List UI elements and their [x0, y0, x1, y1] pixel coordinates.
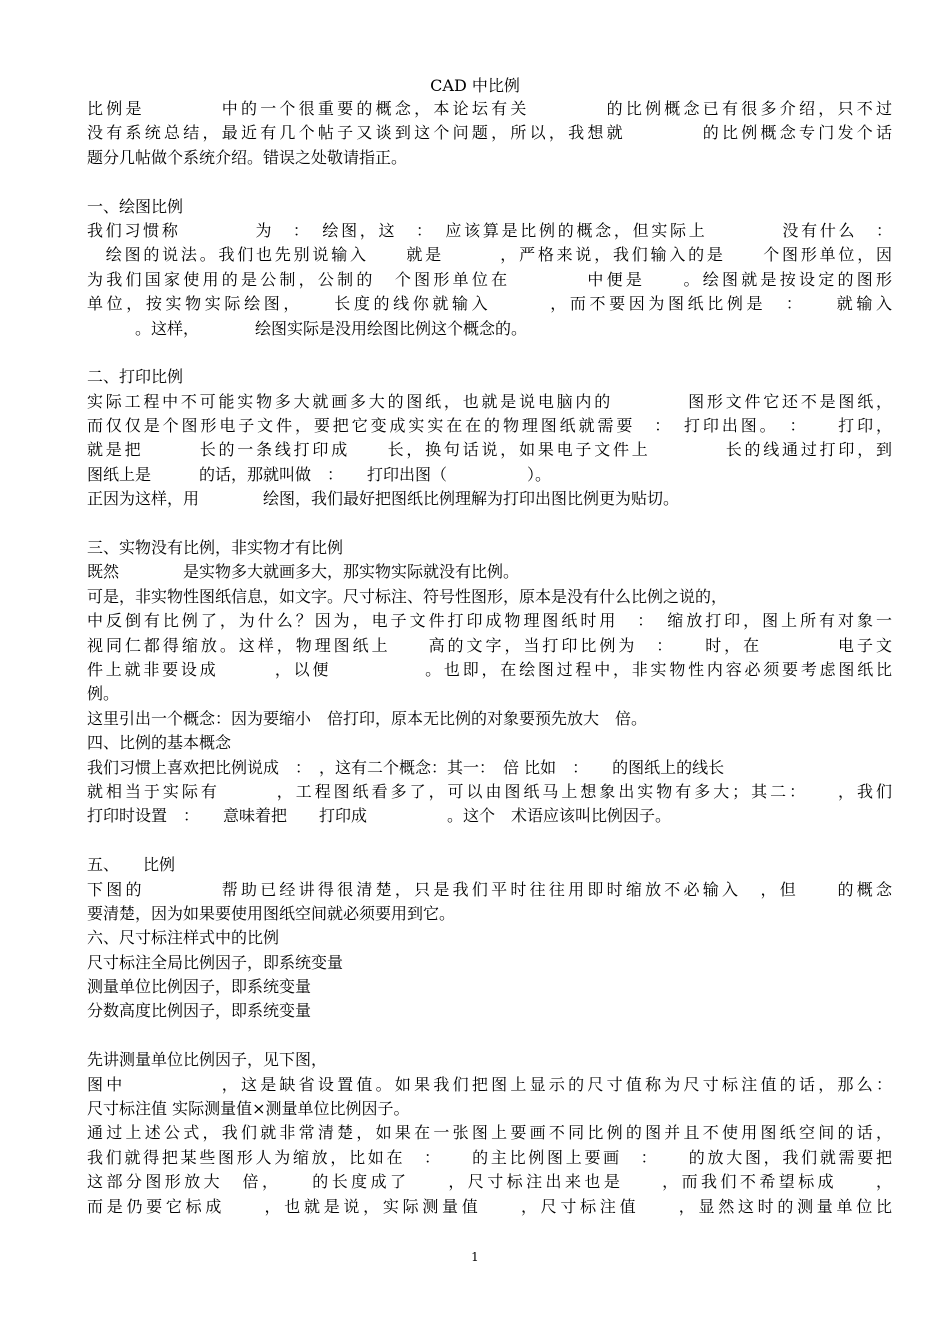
text-line: 单位，按实物实际绘图， 长度的线你就输入 ，而不要因为图纸比例是 ： 就输入 — [87, 294, 892, 314]
text-line: 例。 — [87, 684, 120, 704]
text-line: 通过上述公式，我们就非常清楚，如果在一张图上要画不同比例的图并且不使用图纸空间的话， — [87, 1123, 892, 1143]
text-line: 就是把 长的一条线打印成 长，换句话说，如果电子文件上 长的线通过打印，到 — [87, 440, 892, 460]
text-line: 就相当于实际有 ，工程图纸看多了，可以由图纸马上想象出实物有多大；其二： ，我们 — [87, 781, 892, 801]
text-line: 没有系统总结，最近有几个帖子又谈到这个问题，所以，我想就 的比例概念专门发个话 — [87, 123, 892, 143]
text-line: 这里引出一个概念：因为要缩小 倍打印，原本无比例的对象要预先放大 倍。 — [87, 708, 648, 728]
text-line: 而仅仅是个图形电子文件，要把它变成实实在在的物理图纸就需要 ： 打印出图。 ： 打印， — [87, 416, 892, 436]
text-line: 视同仁都得缩放。这样，物理图纸上 高的文字，当打印比例为 ： 时，在 电子文 — [87, 635, 892, 655]
text-line: 正因为这样，用 绘图，我们最好把图纸比例理解为打印出图比例更为贴切。 — [87, 489, 680, 509]
text-line: 五、 比例 — [87, 855, 176, 875]
blank-line — [87, 170, 892, 194]
text-line: 可是，非实物性图纸信息，如文字。尺寸标注、符号性图形，原本是没有什么比例之说的， — [87, 586, 728, 606]
text-line: 我们习惯上喜欢把比例说成 ： ，这有二个概念：其一： 倍 比如 ： 的图纸上的线长 — [87, 757, 725, 777]
text-line: 件上就非要设成 ，以便 。也即，在绘图过程中，非实物性内容必须要考虑图纸比 — [87, 659, 892, 679]
text-line: 下图的 帮助已经讲得很清楚，只是我们平时往往用即时缩放不必输入 ，但 的概念 — [87, 879, 892, 899]
text-line: 四、比例的基本概念 — [87, 733, 232, 753]
text-line: 实际工程中不可能实物多大就画多大的图纸，也就是说电脑内的 图形文件它还不是图纸， — [87, 391, 892, 411]
text-line: 题分几帖做个系统介绍。错误之处敬请指正。 — [87, 147, 408, 167]
text-line: 要清楚，因为如果要使用图纸空间就必须要用到它。 — [87, 903, 456, 923]
text-line: 一、绘图比例 — [87, 196, 184, 216]
text-line: 打印时设置 ： 意味着把 打印成 。这个 术语应该叫比例因子。 — [87, 806, 672, 826]
text-line: 而是仍要它标成 ，也就是说，实际测量值 ，尺寸标注值 ，显然这时的测量单位比 — [87, 1196, 892, 1216]
text-line: 中反倒有比例了，为什么？因为，电子文件打印成物理图纸时用 ： 缩放打印，图上所有对象一 — [87, 611, 892, 631]
text-line: 为我们国家使用的是公制，公制的 个图形单位在 中便是 。绘图就是按设定的图形 — [87, 269, 892, 289]
text-line: 。这样， 绘图实际是没用绘图比例这个概念的。 — [87, 318, 528, 338]
text-line: 这部分图形放大 倍， 的长度成了 ，尺寸标注出来也是 ，而我们不希望标成 ， — [87, 1172, 892, 1192]
text-line: 二、打印比例 — [87, 367, 184, 387]
text-line: 分数高度比例因子，即系统变量 — [87, 1001, 312, 1021]
text-line: 我们习惯称 为 ： 绘图，这 ： 应该算是比例的概念，但实际上 没有什么 ： — [87, 220, 892, 240]
text-line: 尺寸标注值 实际测量值×测量单位比例因子。 — [87, 1099, 410, 1119]
blank-line — [87, 829, 892, 853]
text-line: 图纸上是 的话，那就叫做 ： 打印出图（ ）。 — [87, 464, 552, 484]
document-body — [87, 97, 892, 1219]
text-line: 我们就得把某些图形人为缩放，比如在 ： 的主比例图上要画 ： 的放大图，我们就需要把 — [87, 1147, 892, 1167]
text-line: 尺寸标注全局比例因子，即系统变量 — [87, 952, 344, 972]
blank-line — [87, 512, 892, 536]
text-line: 图中 ，这是缺省设置值。如果我们把图上显示的尺寸值称为尺寸标注值的话，那么： — [87, 1074, 892, 1094]
text-line: 先讲测量单位比例因子，见下图， — [87, 1050, 328, 1070]
text-line: 三、实物没有比例，非实物才有比例 — [87, 538, 344, 558]
blank-line — [87, 1024, 892, 1048]
page-title: CAD 中比例 — [430, 76, 520, 95]
text-line: 既然 是实物多大就画多大，那实物实际就没有比例。 — [87, 562, 520, 582]
text-line: 六、尺寸标注样式中的比例 — [87, 928, 280, 948]
blank-line — [87, 341, 892, 365]
page-number: 1 — [471, 1250, 479, 1264]
text-line: 测量单位比例因子，即系统变量 — [87, 977, 312, 997]
text-line: 比例是 中的一个很重要的概念，本论坛有关 的比例概念已有很多介绍，只不过 — [87, 99, 892, 118]
text-line: 绘图的说法。我们也先别说输入 就是 ，严格来说，我们输入的是 个图形单位，因 — [87, 245, 892, 265]
